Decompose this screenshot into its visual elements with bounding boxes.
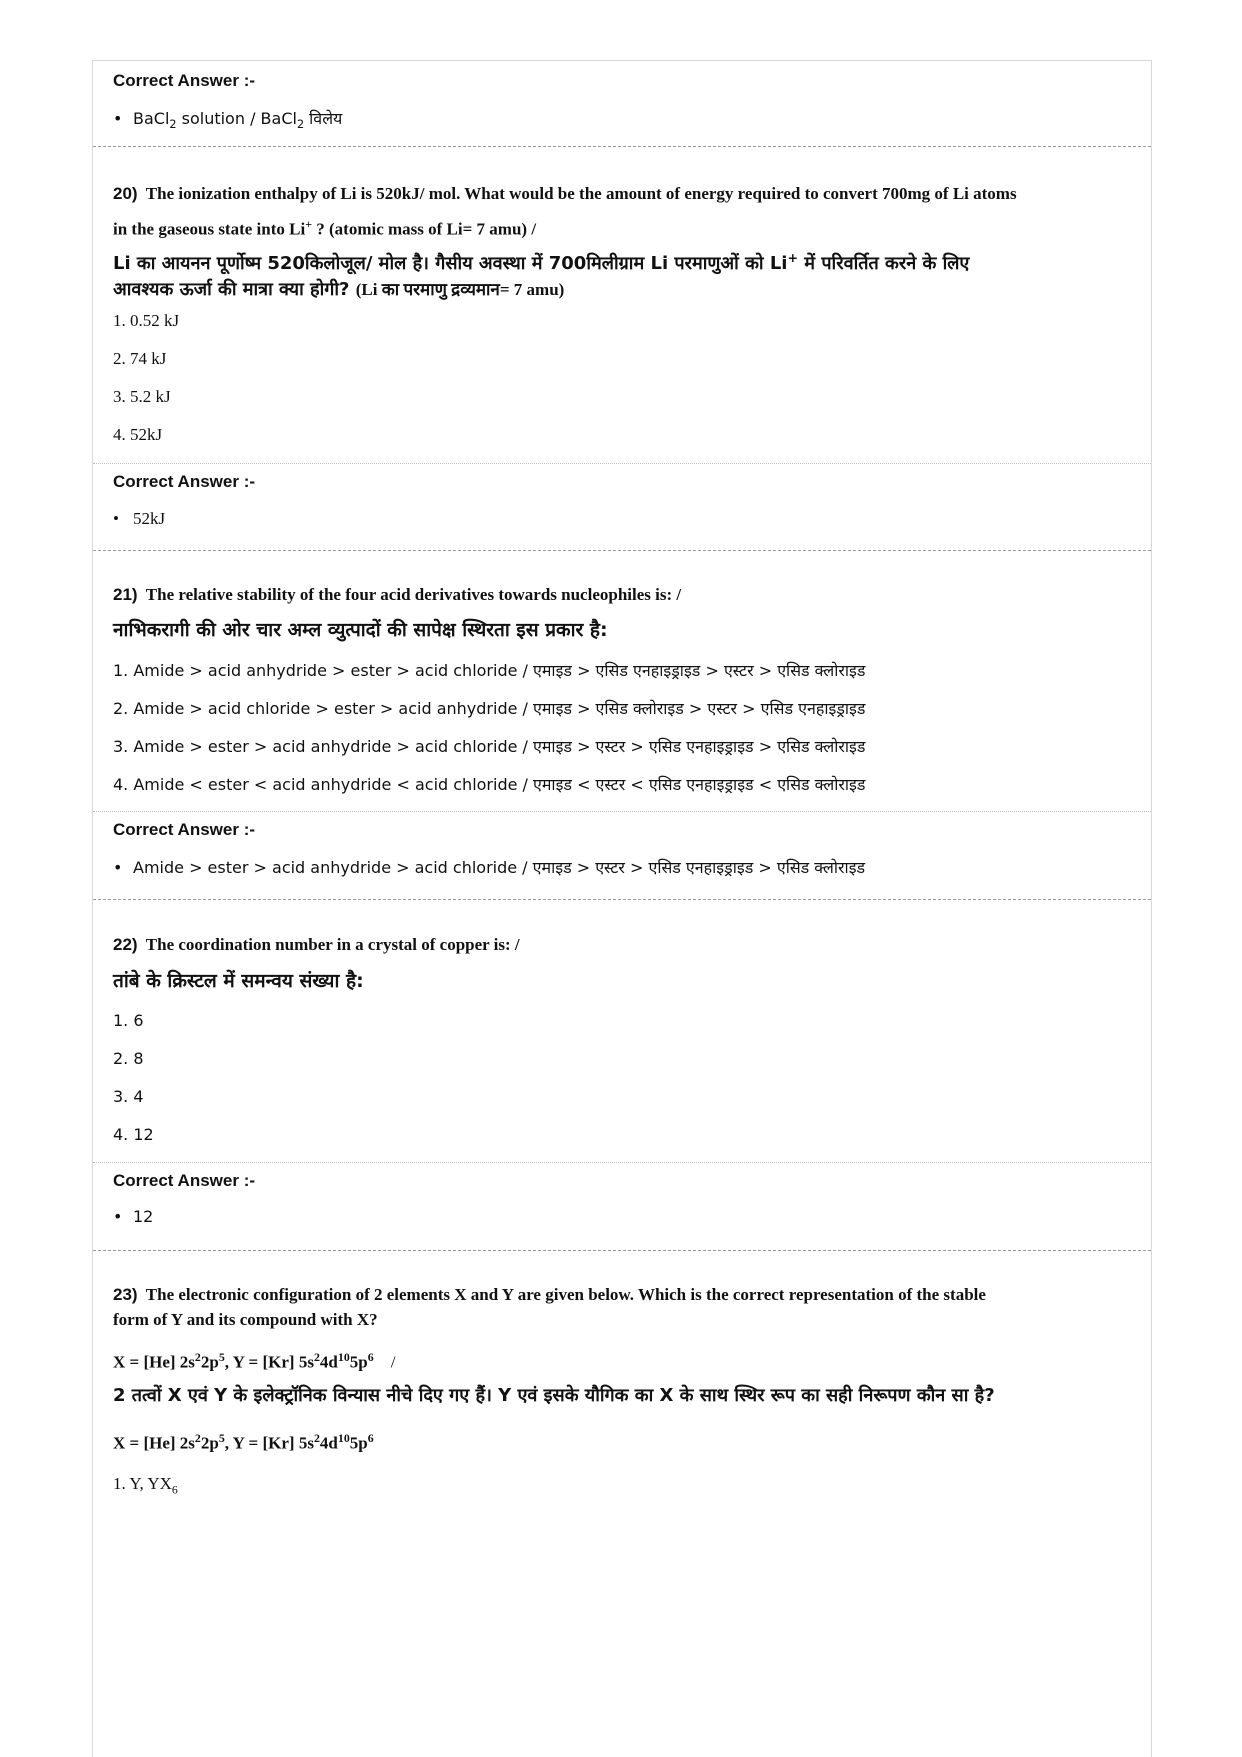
question-22-option-4[interactable]: 4. 12	[113, 1125, 154, 1144]
question-20-option-1[interactable]: 1. 0.52 kJ	[113, 311, 180, 330]
question-21-text-hi: नाभिकरागी की ओर चार अम्ल व्युत्पादों की सापेक्ष स्थिरता इस प्रकार है:	[113, 619, 608, 641]
question-22-option-1[interactable]: 1. 6	[113, 1011, 144, 1030]
bullet-icon: •	[113, 509, 119, 528]
question-paper-frame	[92, 60, 1152, 1757]
correct-answer-item: • 52kJ	[113, 509, 166, 528]
correct-answer-item: • BaCl$_2$ solution / BaCl$_2$ विलेय	[113, 109, 343, 132]
question-21-option-1[interactable]: 1. Amide > acid anhydride > ester > acid chloride / एमाइड > एसिड एनहाइड्राइड > एस्टर > एसिड क्लोराइड	[113, 661, 866, 680]
correct-answer-label: Correct Answer :-	[113, 472, 256, 491]
question-22-option-2[interactable]: 2. 8	[113, 1049, 144, 1068]
answer-separator	[93, 463, 1151, 464]
question-23-formula: X = [He] $2s^22p^5$, Y = [Kr] $5s^24d^{10}5p^6$	[113, 1431, 374, 1453]
question-22-text-en: 22) The coordination number in a crystal of copper is: /	[113, 935, 520, 954]
question-23-text-hi: 2 तत्वों X एवं Y के इलेक्ट्रॉनिक विन्यास नीचे दिए गए हैं। Y एवं इसके यौगिक का X के साथ स्थिर रूप का सही निरूपण कौन सा है?	[113, 1385, 995, 1406]
question-21-text-en: 21) The relative stability of the four acid derivatives towards nucleophiles is: /	[113, 585, 682, 604]
question-23-option-1[interactable]: 1. Y, $YX_6$	[113, 1474, 178, 1497]
correct-answer-label: Correct Answer :-	[113, 71, 256, 90]
question-20-option-3[interactable]: 3. 5.2 kJ	[113, 387, 171, 406]
answer-separator	[93, 811, 1151, 812]
question-22-option-3[interactable]: 3. 4	[113, 1087, 144, 1106]
question-20-text-hi: Li का आयनन पूर्णोष्म 520किलोजूल/ मोल है। गैसीय अवस्था में 700मिलीग्राम Li परमाणुओं को Li+ में परिवर्तित करने के लिए आवश्यक ऊर्जा की मात्रा क्या होगी? (Li का परमाणु द्रव्यमान= 7 amu)	[113, 250, 970, 300]
question-divider	[93, 146, 1151, 147]
question-23-text-en: 23) The electronic configuration of 2 elements X and Y are given below. Which is the correct representation of the stable form of Y and its compound with X?	[113, 1285, 986, 1329]
bullet-icon: •	[113, 109, 123, 128]
bullet-icon: •	[113, 858, 123, 877]
question-21-option-3[interactable]: 3. Amide > ester > acid anhydride > acid chloride / एमाइड > एस्टर > एसिड एनहाइड्राइड > एसिड क्लोराइड	[113, 737, 866, 756]
question-23-formula: X = [He] $2s^22p^5$, Y = [Kr] $5s^24d^{10}5p^6$ /	[113, 1350, 396, 1372]
question-21-option-4[interactable]: 4. Amide < ester < acid anhydride < acid chloride / एमाइड < एस्टर < एसिड एनहाइड्राइड < एसिड क्लोराइड	[113, 775, 866, 794]
question-divider	[93, 1250, 1151, 1251]
correct-answer-label: Correct Answer :-	[113, 820, 256, 839]
question-20-text-en: 20) The ionization enthalpy of Li is 520kJ/ mol. What would be the amount of energy required to convert 700mg of Li atoms in the gaseous state into Li+ ? (atomic mass of Li= 7 amu) /	[113, 184, 1017, 239]
question-21-option-2[interactable]: 2. Amide > acid chloride > ester > acid anhydride / एमाइड > एसिड क्लोराइड > एस्टर > एसिड एनहाइड्राइड	[113, 699, 866, 718]
bullet-icon: •	[113, 1207, 123, 1226]
question-20-option-4[interactable]: 4. 52kJ	[113, 425, 163, 444]
question-divider	[93, 899, 1151, 900]
answer-separator	[93, 1162, 1151, 1163]
question-22-text-hi: तांबे के क्रिस्टल में समन्वय संख्या है:	[113, 970, 364, 992]
correct-answer-label: Correct Answer :-	[113, 1171, 256, 1190]
question-divider	[93, 550, 1151, 551]
question-20-option-2[interactable]: 2. 74 kJ	[113, 349, 167, 368]
correct-answer-item: • Amide > ester > acid anhydride > acid chloride / एमाइड > एस्टर > एसिड एनहाइड्राइड > एसिड क्लोराइड	[113, 858, 866, 877]
correct-answer-item: • 12	[113, 1207, 154, 1226]
